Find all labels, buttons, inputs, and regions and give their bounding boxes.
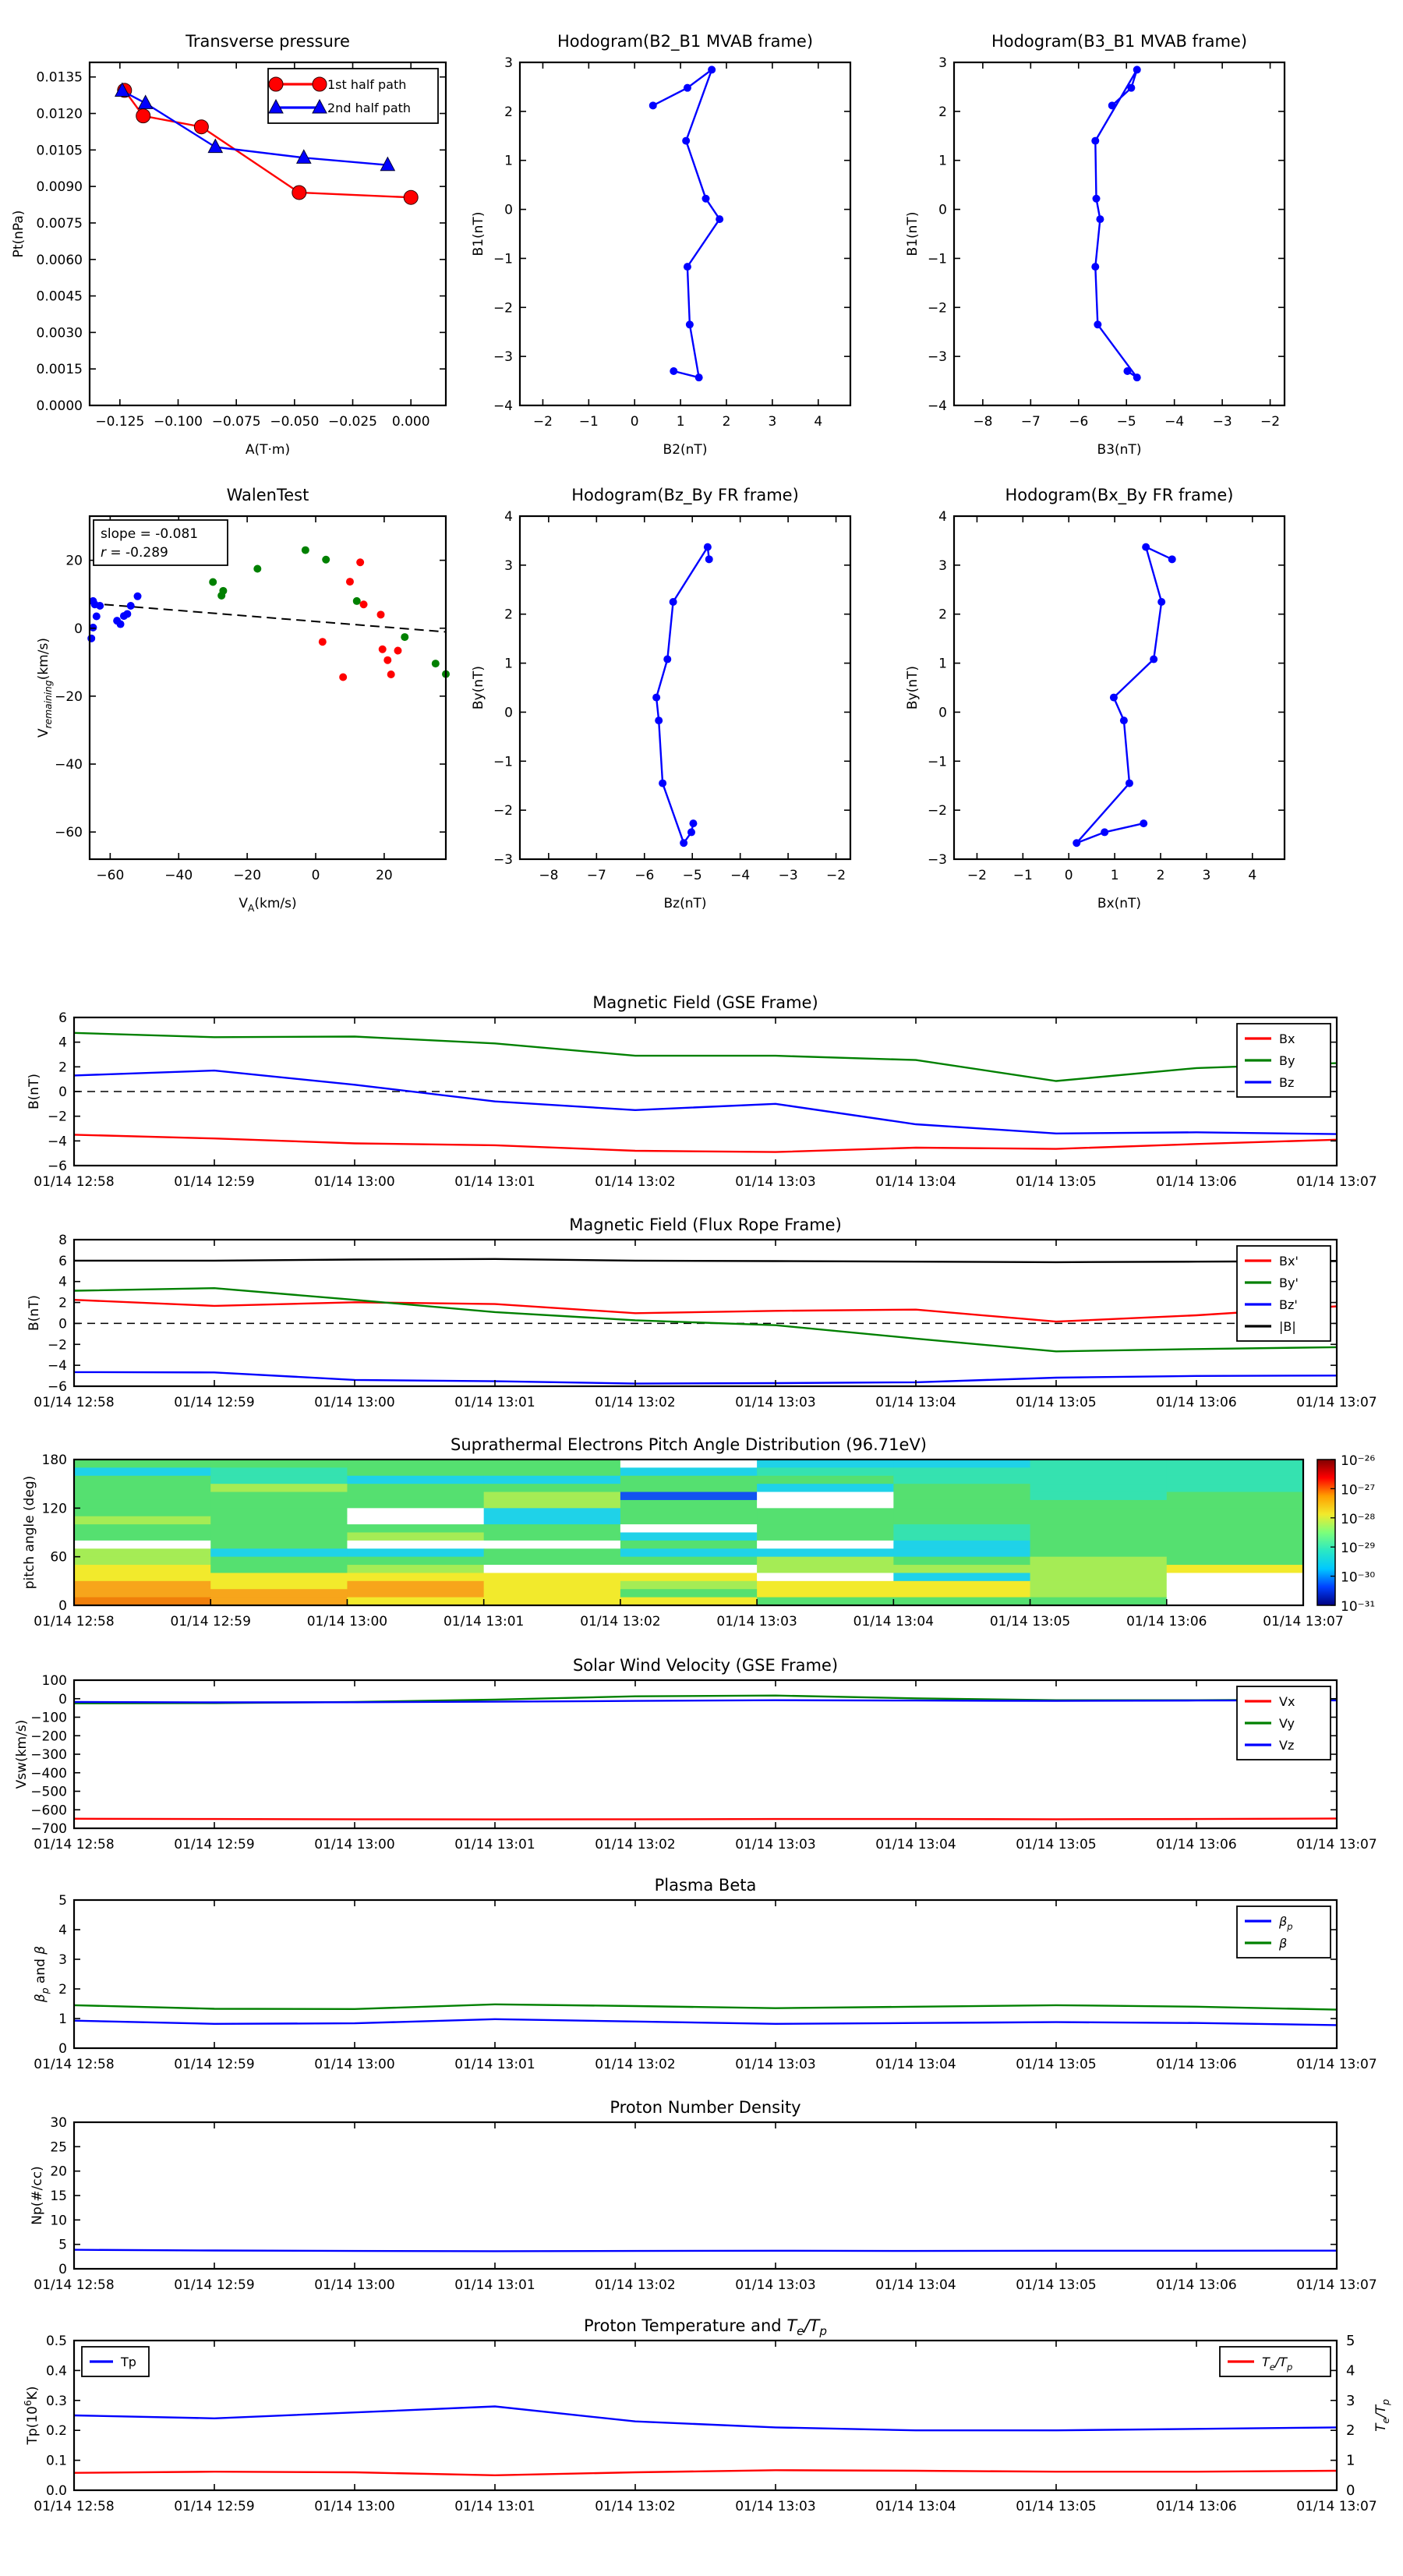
svg-text:0.0015: 0.0015 [36,362,83,378]
svg-text:01/14 13:01: 01/14 13:01 [454,2277,535,2293]
svg-text:0: 0 [58,1598,67,1614]
svg-text:10⁻²⁹: 10⁻²⁹ [1341,1541,1376,1557]
svg-text:01/14 13:00: 01/14 13:00 [314,1174,395,1190]
svg-text:01/14 13:07: 01/14 13:07 [1296,2057,1377,2072]
svg-text:−8: −8 [539,868,559,883]
svg-text:8: 8 [58,1233,67,1248]
svg-text:−2: −2 [927,803,947,819]
svg-text:0: 0 [938,202,947,218]
svg-text:4: 4 [504,509,513,525]
svg-text:−40: −40 [55,757,83,773]
svg-text:4: 4 [58,1923,67,1938]
svg-text:−2: −2 [47,1337,67,1353]
svg-text:120: 120 [41,1501,67,1517]
svg-text:01/14 13:01: 01/14 13:01 [443,1614,525,1629]
svg-text:Te/Tp: $T_e/T_p$ [1262,2355,1293,2373]
svg-text:0: 0 [1064,868,1073,883]
svg-text:01/14 12:58: 01/14 12:58 [34,1837,115,1852]
plot-hodogram_b2b1 [471,32,850,458]
svg-text:1: 1 [1346,2452,1355,2469]
svg-text:−0.025: −0.025 [328,414,377,430]
svg-text:Bz: Bz [1279,1075,1295,1090]
svg-text:Pt(nPa): Pt(nPa) [11,210,27,258]
svg-text:01/14 13:05: 01/14 13:05 [1016,2499,1097,2514]
svg-text:0.0075: 0.0075 [36,215,83,232]
svg-text:0.2: 0.2 [45,2423,67,2440]
svg-text:01/14 13:07: 01/14 13:07 [1296,2277,1377,2293]
svg-text:−4: −4 [730,868,751,883]
svg-text:|B|: |B| [1279,1319,1296,1334]
svg-text:−4: −4 [493,398,513,414]
svg-text:1: 1 [938,656,947,672]
svg-text:−400: −400 [30,1765,67,1782]
plot-pad_spectrogram [22,1435,1375,1629]
svg-text:By(nT): By(nT) [471,665,486,710]
svg-text:−0.125: −0.125 [95,414,145,430]
svg-text:0: 0 [58,1085,67,1100]
svg-text:Solar Wind Velocity (GSE Frame: Solar Wind Velocity (GSE Frame) [572,1656,839,1675]
plot-proton_temperature [23,2316,1391,2514]
svg-text:Hodogram(Bz_By FR frame): Hodogram(Bz_By FR frame) [571,486,799,504]
svg-text:01/14 13:07: 01/14 13:07 [1296,2499,1377,2514]
svg-text:VA(km/s): $V_A(km/s)$ [239,896,297,914]
svg-text:10⁻³⁰: 10⁻³⁰ [1341,1569,1376,1586]
svg-text:0.000: 0.000 [391,414,430,430]
svg-text:10⁻²⁷: 10⁻²⁷ [1341,1482,1376,1499]
svg-text:−60: −60 [96,868,125,883]
svg-text:0.0105: 0.0105 [36,143,83,159]
svg-text:01/14 13:00: 01/14 13:00 [314,2277,395,2293]
svg-text:01/14 13:07: 01/14 13:07 [1296,1837,1377,1852]
svg-text:−3: −3 [778,868,798,883]
svg-text:01/14 13:02: 01/14 13:02 [595,2277,676,2293]
svg-text:3: 3 [938,557,947,574]
svg-text:01/14 13:04: 01/14 13:04 [875,2057,956,2072]
svg-text:01/14 13:00: 01/14 13:00 [306,1614,388,1629]
svg-text:−3: −3 [927,852,947,868]
svg-text:2: 2 [58,1060,67,1076]
svg-text:0: 0 [74,621,83,637]
svg-text:01/14 13:04: 01/14 13:04 [875,2499,956,2514]
svg-text:2: 2 [58,1295,67,1311]
svg-text:01/14 13:00: 01/14 13:00 [314,2057,395,2072]
svg-text:01/14 13:07: 01/14 13:07 [1263,1614,1344,1629]
svg-text:01/14 13:00: 01/14 13:00 [314,1837,395,1852]
svg-text:Plasma Beta: Plasma Beta [654,1876,757,1895]
svg-text:01/14 13:05: 01/14 13:05 [1016,2057,1097,2072]
svg-text:Te/Tp: $T_e/T_p$ [1373,2399,1391,2432]
svg-text:4: 4 [1248,868,1257,883]
svg-text:01/14 13:01: 01/14 13:01 [454,2499,535,2514]
plot-sw_velocity [14,1656,1377,1852]
svg-text:Magnetic Field (Flux Rope Fram: Magnetic Field (Flux Rope Frame) [569,1215,842,1234]
svg-text:−6: −6 [1069,414,1089,430]
svg-text:01/14 13:06: 01/14 13:06 [1156,1395,1237,1410]
plot-bfield_gse [27,993,1377,1190]
svg-text:01/14 13:04: 01/14 13:04 [875,2277,956,2293]
svg-text:−3: −3 [1212,414,1232,430]
svg-text:1: 1 [938,153,947,169]
svg-text:−4: −4 [47,1134,67,1150]
svg-text:0: 0 [630,414,639,430]
svg-text:−1: −1 [493,754,513,770]
svg-text:−2: −2 [826,868,846,883]
svg-text:Np(#/cc): Np(#/cc) [30,2166,45,2225]
svg-text:10⁻³¹: 10⁻³¹ [1341,1599,1376,1615]
svg-text:Hodogram(Bx_By FR frame): Hodogram(Bx_By FR frame) [1005,486,1234,504]
svg-text:pitch angle (deg): pitch angle (deg) [22,1475,37,1590]
svg-text:Vremaining(km/s): $V_{remaining}(km/s)$ [36,638,54,738]
svg-text:By(nT): By(nT) [905,665,921,710]
svg-text:−2: −2 [47,1109,67,1125]
svg-text:01/14 12:59: 01/14 12:59 [174,1395,255,1410]
plot-proton_density [30,2098,1377,2293]
svg-text:01/14 13:01: 01/14 13:01 [454,1174,535,1190]
svg-text:01/14 13:06: 01/14 13:06 [1156,2499,1237,2514]
svg-text:0: 0 [504,705,513,721]
svg-text:B1(nT): B1(nT) [471,211,486,257]
svg-text:−100: −100 [30,1710,67,1726]
svg-text:−4: −4 [927,398,947,414]
svg-text:01/14 13:06: 01/14 13:06 [1156,2057,1237,2072]
svg-text:01/14 12:58: 01/14 12:58 [34,2057,115,2072]
svg-text:1: 1 [676,414,685,430]
svg-text:01/14 13:05: 01/14 13:05 [1016,1174,1097,1190]
svg-text:01/14 12:59: 01/14 12:59 [174,2057,255,2072]
plot-hodogram_bxby [905,486,1285,911]
svg-text:0.3: 0.3 [45,2393,67,2409]
svg-text:01/14 13:04: 01/14 13:04 [875,1174,956,1190]
svg-text:3: 3 [1346,2392,1355,2409]
svg-text:01/14 13:02: 01/14 13:02 [595,2057,676,2072]
svg-text:0.5: 0.5 [45,2334,67,2349]
svg-text:0.0030: 0.0030 [36,325,83,341]
svg-text:Bx': Bx' [1279,1254,1299,1269]
svg-text:01/14 12:58: 01/14 12:58 [34,2277,115,2293]
svg-text:Transverse pressure: Transverse pressure [186,32,350,51]
svg-text:01/14 13:05: 01/14 13:05 [989,1614,1071,1629]
svg-text:A(T·m): A(T·m) [245,442,291,458]
svg-text:B(nT): B(nT) [27,1294,42,1332]
svg-text:−2: −2 [967,868,987,883]
svg-text:−1: −1 [927,754,947,770]
svg-text:−2: −2 [532,414,553,430]
svg-text:−20: −20 [55,688,83,705]
svg-text:0: 0 [938,705,947,721]
svg-text:4: 4 [58,1035,67,1051]
svg-text:Vx: Vx [1279,1694,1295,1709]
svg-text:−7: −7 [1020,414,1041,430]
svg-text:−1: −1 [927,251,947,267]
svg-text:−3: −3 [493,852,513,868]
svg-text:30: 30 [50,2115,67,2131]
svg-text:4: 4 [938,509,947,525]
svg-text:01/14 13:01: 01/14 13:01 [454,1837,535,1852]
svg-text:01/14 13:04: 01/14 13:04 [853,1614,935,1629]
svg-text:100: 100 [41,1673,67,1689]
svg-text:3: 3 [58,1952,67,1968]
svg-text:01/14 13:02: 01/14 13:02 [595,2499,676,2514]
svg-text:4: 4 [814,414,823,430]
svg-text:01/14 13:03: 01/14 13:03 [735,2499,816,2514]
svg-text:2: 2 [938,607,947,623]
svg-text:20: 20 [376,868,393,883]
svg-text:6: 6 [58,1010,67,1026]
svg-text:B2(nT): B2(nT) [663,442,708,458]
svg-text:−6: −6 [47,1159,67,1174]
svg-text:1st half path: 1st half path [327,77,407,92]
svg-text:2: 2 [504,104,513,120]
svg-text:2: 2 [1346,2422,1355,2440]
svg-text:1: 1 [58,2012,67,2027]
svg-text:01/14 13:03: 01/14 13:03 [735,1395,816,1410]
svg-text:15: 15 [50,2189,67,2204]
svg-text:B(nT): B(nT) [27,1073,42,1110]
svg-text:10⁻²⁸: 10⁻²⁸ [1341,1511,1376,1527]
svg-text:0: 0 [58,1316,67,1332]
svg-text:01/14 12:58: 01/14 12:58 [34,1395,115,1410]
svg-text:0: 0 [58,1691,67,1707]
svg-text:01/14 13:00: 01/14 13:00 [314,1395,395,1410]
svg-text:−20: −20 [233,868,262,883]
plot-bfield_fr [27,1215,1377,1410]
svg-text:−4: −4 [47,1358,67,1375]
svg-text:Hodogram(B2_B1 MVAB frame): Hodogram(B2_B1 MVAB frame) [557,32,814,51]
svg-text:0.0135: 0.0135 [36,69,83,86]
svg-text:−200: −200 [30,1729,67,1745]
svg-text:10⁻²⁶: 10⁻²⁶ [1341,1453,1376,1469]
svg-text:01/14 13:02: 01/14 13:02 [595,1395,676,1410]
svg-text:2: 2 [504,607,513,623]
svg-text:01/14 13:00: 01/14 13:00 [314,2499,395,2514]
svg-text:01/14 13:04: 01/14 13:04 [875,1837,956,1852]
svg-text:6: 6 [58,1253,67,1269]
svg-text:01/14 12:58: 01/14 12:58 [34,1614,115,1629]
svg-text:4: 4 [58,1274,67,1290]
svg-text:−6: −6 [47,1379,67,1395]
svg-text:−4: −4 [1164,414,1185,430]
svg-text:By': By' [1279,1276,1299,1290]
plot-hodogram_b3b1 [905,32,1285,458]
svg-text:Tp(106K): $Tp(10^6K)$ [23,2386,41,2445]
svg-text:01/14 12:59: 01/14 12:59 [174,1837,255,1852]
svg-text:180: 180 [41,1453,67,1468]
svg-text:0.1: 0.1 [45,2453,67,2469]
svg-text:2: 2 [722,414,731,430]
svg-text:0.0: 0.0 [45,2483,67,2499]
svg-text:01/14 12:59: 01/14 12:59 [174,2499,255,2514]
svg-text:2: 2 [58,1982,67,1997]
svg-text:01/14 13:03: 01/14 13:03 [735,1837,816,1852]
svg-text:−60: −60 [55,825,83,841]
svg-text:−300: −300 [30,1747,67,1763]
svg-text:0.0120: 0.0120 [36,106,83,122]
plot-hodogram_bzby [471,486,850,911]
svg-text:0: 0 [58,2262,67,2277]
svg-text:0.0000: 0.0000 [36,398,83,414]
svg-text:Proton Number Density: Proton Number Density [610,2098,801,2117]
svg-text:Tp: Tp [121,2355,136,2369]
svg-text:3: 3 [1202,868,1211,883]
svg-text:0.4: 0.4 [45,2363,67,2380]
svg-text:−1: −1 [493,251,513,267]
svg-text:−500: −500 [30,1784,67,1800]
svg-text:25: 25 [50,2139,67,2156]
svg-text:By: By [1279,1053,1295,1068]
svg-text:slope = -0.081: slope = -0.081 [101,526,199,542]
svg-text:−0.075: −0.075 [211,414,261,430]
svg-text:01/14 13:05: 01/14 13:05 [1016,1395,1097,1410]
svg-text:3: 3 [768,414,777,430]
svg-text:Vy: Vy [1279,1716,1295,1731]
svg-text:5: 5 [58,1893,67,1909]
svg-text:−0.050: −0.050 [270,414,320,430]
plot-plasma_beta [33,1876,1377,2072]
svg-text:−700: −700 [30,1821,67,1837]
svg-text:3: 3 [504,557,513,574]
svg-text:−2: −2 [927,300,947,317]
svg-text:01/14 13:06: 01/14 13:06 [1156,1174,1237,1190]
svg-text:Proton Temperature and Te/Tp: Proton Temperature and $T_e/T_p$ [584,2316,827,2338]
svg-text:01/14 13:07: 01/14 13:07 [1296,1395,1377,1410]
svg-text:0: 0 [504,202,513,218]
svg-text:B3(nT): B3(nT) [1097,442,1142,458]
svg-text:−2: −2 [493,803,513,819]
svg-text:01/14 12:58: 01/14 12:58 [34,2499,115,2514]
svg-text:−0.100: −0.100 [154,414,203,430]
svg-text:5: 5 [1346,2333,1355,2349]
svg-text:2nd half path: 2nd half path [327,101,412,115]
svg-text:4: 4 [1346,2362,1355,2380]
svg-text:01/14 12:58: 01/14 12:58 [34,1174,115,1190]
svg-text:β: β [1279,1936,1288,1951]
svg-text:01/14 12:59: 01/14 12:59 [174,2277,255,2293]
svg-text:0: 0 [1346,2482,1355,2499]
svg-text:Magnetic Field (GSE Frame): Magnetic Field (GSE Frame) [592,993,818,1012]
svg-text:Bx(nT): Bx(nT) [1097,896,1142,911]
svg-text:0: 0 [58,2041,67,2057]
svg-text:01/14 13:06: 01/14 13:06 [1156,1837,1237,1852]
svg-text:01/14 12:59: 01/14 12:59 [170,1614,251,1629]
svg-text:1: 1 [504,153,513,169]
svg-text:βp and β: $\beta_p$ and β [33,1945,51,2003]
plot-walen_test [36,486,450,914]
svg-text:−6: −6 [634,868,655,883]
svg-text:−8: −8 [973,414,993,430]
svg-text:01/14 12:59: 01/14 12:59 [174,1174,255,1190]
svg-text:01/14 13:03: 01/14 13:03 [716,1614,797,1629]
svg-text:0: 0 [311,868,320,883]
plot-transverse_pressure [11,32,446,458]
svg-text:−2: −2 [493,300,513,317]
svg-text:WalenTest: WalenTest [226,486,309,504]
svg-text:10: 10 [50,2213,67,2229]
svg-text:−40: −40 [164,868,193,883]
svg-text:0.0045: 0.0045 [36,288,83,305]
svg-text:3: 3 [504,55,513,71]
svg-text:Vz: Vz [1279,1738,1295,1753]
svg-text:−3: −3 [493,349,513,366]
svg-text:20: 20 [65,553,83,569]
svg-text:01/14 13:05: 01/14 13:05 [1016,1837,1097,1852]
svg-text:Bx: Bx [1279,1031,1295,1046]
svg-text:3: 3 [938,55,947,71]
svg-text:01/14 13:03: 01/14 13:03 [735,2057,816,2072]
svg-text:1: 1 [504,656,513,672]
svg-text:01/14 13:04: 01/14 13:04 [875,1395,956,1410]
svg-text:60: 60 [50,1549,67,1566]
svg-text:01/14 13:06: 01/14 13:06 [1156,2277,1237,2293]
svg-text:1: 1 [1110,868,1119,883]
svg-text:r = -0.289: r = -0.289 [101,545,168,561]
svg-text:0.0090: 0.0090 [36,179,83,196]
svg-text:Bz(nT): Bz(nT) [663,896,707,911]
svg-text:−600: −600 [30,1803,67,1819]
svg-text:−5: −5 [1116,414,1136,430]
svg-text:−7: −7 [586,868,606,883]
svg-text:Vsw(km/s): Vsw(km/s) [14,1719,30,1789]
svg-text:01/14 13:05: 01/14 13:05 [1016,2277,1097,2293]
svg-text:0.0060: 0.0060 [36,252,83,268]
svg-text:−1: −1 [578,414,599,430]
svg-text:−5: −5 [682,868,702,883]
svg-text:20: 20 [50,2164,67,2180]
svg-text:01/14 13:07: 01/14 13:07 [1296,1174,1377,1190]
svg-text:5: 5 [58,2237,67,2253]
svg-text:01/14 13:01: 01/14 13:01 [454,1395,535,1410]
svg-text:01/14 13:02: 01/14 13:02 [595,1174,676,1190]
svg-text:2: 2 [1156,868,1165,883]
svg-text:01/14 13:03: 01/14 13:03 [735,1174,816,1190]
svg-text:−2: −2 [1260,414,1281,430]
svg-text:B1(nT): B1(nT) [905,211,921,257]
svg-text:Hodogram(B3_B1 MVAB frame): Hodogram(B3_B1 MVAB frame) [991,32,1248,51]
svg-text:Suprathermal Electrons Pitch A: Suprathermal Electrons Pitch Angle Distribution (96.71eV) [451,1435,927,1454]
svg-text:Bz': Bz' [1279,1297,1298,1312]
svg-text:−3: −3 [927,349,947,366]
svg-text:βp: $\beta_p$ [1279,1914,1293,1932]
svg-text:01/14 13:02: 01/14 13:02 [595,1837,676,1852]
svg-text:2: 2 [938,104,947,120]
svg-text:−1: −1 [1012,868,1033,883]
svg-text:01/14 13:01: 01/14 13:01 [454,2057,535,2072]
svg-text:01/14 13:02: 01/14 13:02 [580,1614,661,1629]
svg-text:01/14 13:06: 01/14 13:06 [1126,1614,1207,1629]
svg-text:01/14 13:03: 01/14 13:03 [735,2277,816,2293]
